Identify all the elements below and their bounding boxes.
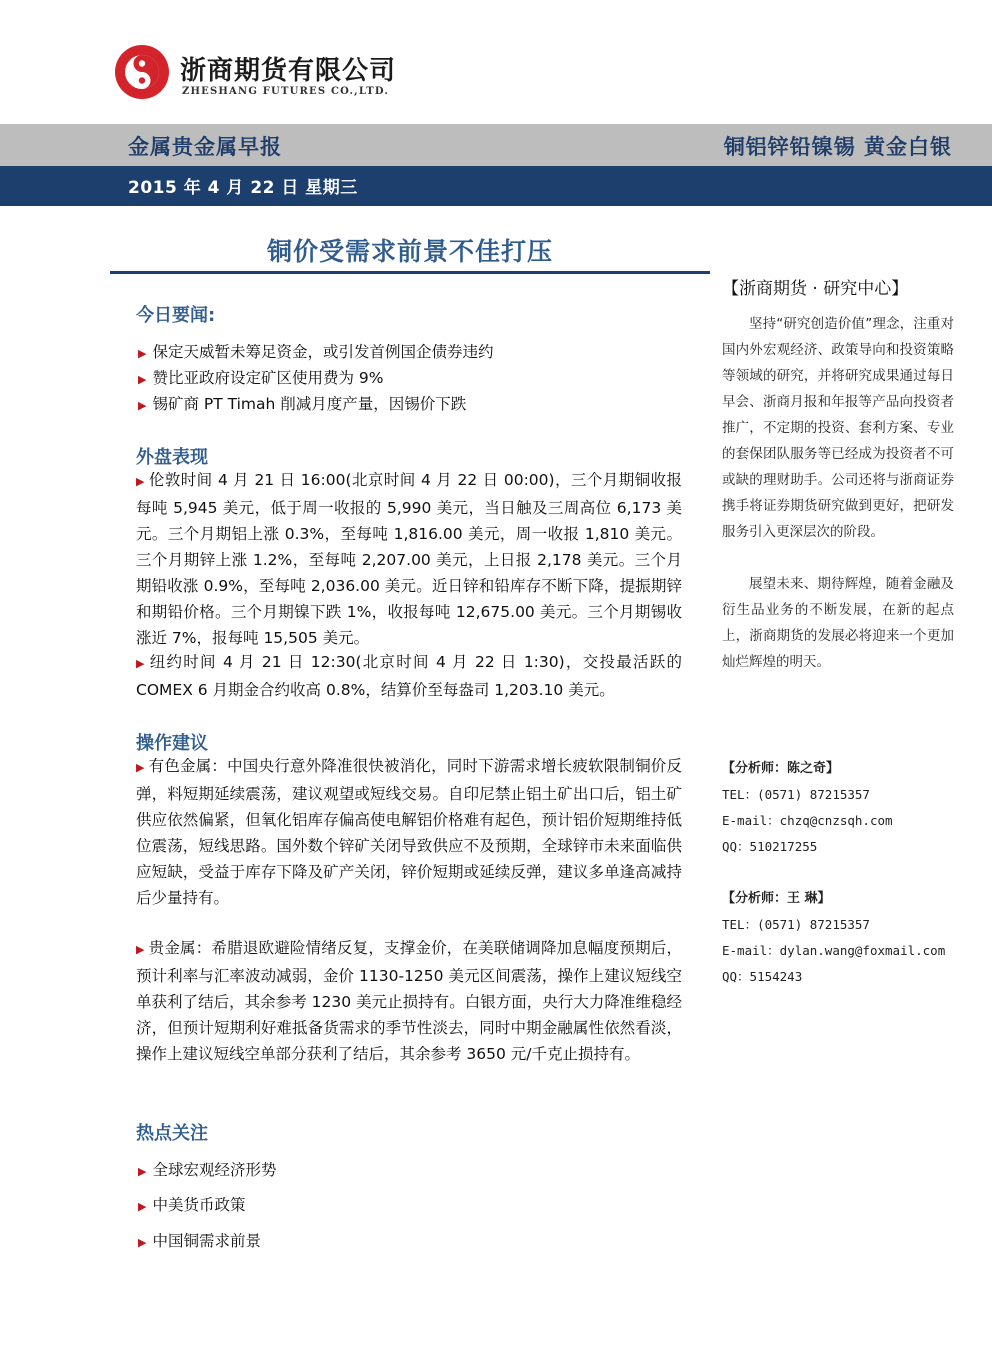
bullet-arrow-icon: ▶: [136, 657, 146, 670]
bullet-arrow-icon: ▶: [138, 399, 147, 412]
company-name-cn: 浙商期货有限公司: [180, 56, 397, 86]
logo-emblem-icon: [114, 44, 170, 100]
news-item: ▶ 保定天威暂未筹足资金，或引发首例国企债券违约: [138, 343, 494, 361]
overseas-paragraph-london: ▶ 伦敦时间 4 月 21 日 16:00(北京时间 4 月 22 日 00:00)，三个月期铜收报每吨 5,945 美元，低于周一收报的 5,990 美元，当日触及三周高位 6,173 美元。三个月期铝上涨 0.3%，至每吨 1,816.00 美元，周一收报 1,810 美元。三个月期锌上涨 1.2%，至每吨 2,207.00 美元，上日报 2,178 美元。三个月期铅收涨 0.9%，至每吨 2,036.00 美元。近日锌和铅库存不断下降，提振期锌和期铅价格。三个月期镍下跌 1%，收报每吨 12,675.00 美元。三个月期锡收涨近 7%，报每吨 15,505 美元。: [136, 471, 682, 647]
bullet-arrow-icon: ▶: [138, 1236, 147, 1249]
bullet-arrow-icon: ▶: [138, 347, 147, 360]
bullet-arrow-icon: ▶: [136, 761, 145, 774]
research-center-heading: 【浙商期货 · 研究中心】: [722, 279, 909, 299]
overseas-heading: 外盘表现: [136, 447, 208, 468]
title-divider: [110, 271, 710, 274]
bullet-arrow-icon: ▶: [138, 1165, 147, 1178]
news-item: ▶ 赞比亚政府设定矿区使用费为 9%: [138, 369, 384, 387]
focus-item: ▶ 中美货币政策: [138, 1196, 246, 1214]
news-heading: 今日要闻:: [136, 305, 216, 326]
research-center-intro: 坚持“研究创造价值”理念，注重对国内外宏观经济、政策导向和投资策略等领域的研究，并将研究成果通过每日早会、浙商月报和年报等产品向投资者推广，不定期的投资、套利方案、专业的套保团队服务等已经成为投资者不可或缺的理财助手。公司还将与浙商证券携手将证券期货研究做到更好，把研发服务引入更深层次的阶段。: [722, 316, 954, 540]
news-item: ▶ 锡矿商 PT Timah 削减月度产量，因锡价下跌: [138, 395, 467, 413]
overseas-paragraph-newyork: ▶ 纽约时间 4 月 21 日 12:30(北京时间 4 月 22 日 1:30)，交投最活跃的 COMEX 6 月期金合约收高 0.8%，结算价至每盎司 1,203.10 美元。: [136, 653, 682, 699]
analyst-email: E-mail：chzq@cnzsqh.com: [722, 813, 893, 828]
company-logo: [114, 44, 404, 104]
advice-heading: 操作建议: [136, 733, 208, 754]
bullet-arrow-icon: ▶: [136, 943, 145, 956]
report-name: 金属贵金属早报: [128, 135, 282, 159]
focus-item: ▶ 中国铜需求前景: [138, 1232, 261, 1250]
focus-heading: 热点关注: [136, 1123, 208, 1144]
analyst-email: E-mail：dylan.wang@foxmail.com: [722, 943, 946, 958]
analyst-tel: TEL：(0571) 87215357: [722, 917, 870, 932]
advice-paragraph-precious-metals: ▶ 贵金属：希腊退欧避险情绪反复，支撑金价，在美联储调降加息幅度预期后，预计利率与汇率波动减弱，金价 1130-1250 美元区间震荡，操作上建议短线空单获利了结后，其余参考 1230 美元止损持有。白银方面，央行大力降准维稳经济，但预计短期利好难抵备货需求的季节性淡去，同时中期金融属性依然看淡，操作上建议短线空单部分获利了结后，其余参考 3650 元/千克止损持有。: [136, 939, 682, 1063]
focus-item: ▶ 全球宏观经济形势: [138, 1161, 277, 1179]
page-title: 铜价受需求前景不佳打压: [266, 237, 553, 266]
analyst-qq: QQ：510217255: [722, 839, 818, 854]
company-name-en: ZHESHANG FUTURES CO.,LTD.: [182, 86, 390, 97]
advice-paragraph-base-metals: ▶ 有色金属：中国央行意外降准很快被消化，同时下游需求增长疲软限制铜价反弹，料短期延续震荡，建议观望或短线交易。自印尼禁止铝土矿出口后，铝土矿供应依然偏紧，但氧化铝库存偏高使电解铝价格难有起色，预计铝价短期维持低位震荡，短线思路。国外数个锌矿关闭导致供应不及预期，全球锌市未来面临供应短缺，受益于库存下降及矿产关闭，锌价短期或延续反弹，建议多单逢高减持后少量持有。: [136, 757, 682, 907]
bullet-arrow-icon: ▶: [138, 1200, 147, 1213]
analyst-name: 【分析师：陈之奇】: [722, 761, 840, 776]
analyst-tel: TEL：(0571) 87215357: [722, 787, 870, 802]
metals-list: 铜铝锌铅镍锡 黄金白银: [723, 135, 952, 159]
analyst-qq: QQ：5154243: [722, 969, 803, 984]
bullet-arrow-icon: ▶: [136, 475, 145, 488]
report-date: 2015 年 4 月 22 日 星期三: [128, 178, 358, 198]
analyst-name: 【分析师：王 琳】: [722, 891, 831, 906]
research-center-outlook: 展望未来、期待辉煌，随着金融及衍生品业务的不断发展，在新的起点上，浙商期货的发展必将迎来一个更加灿烂辉煌的明天。: [722, 576, 954, 670]
bullet-arrow-icon: ▶: [138, 373, 147, 386]
